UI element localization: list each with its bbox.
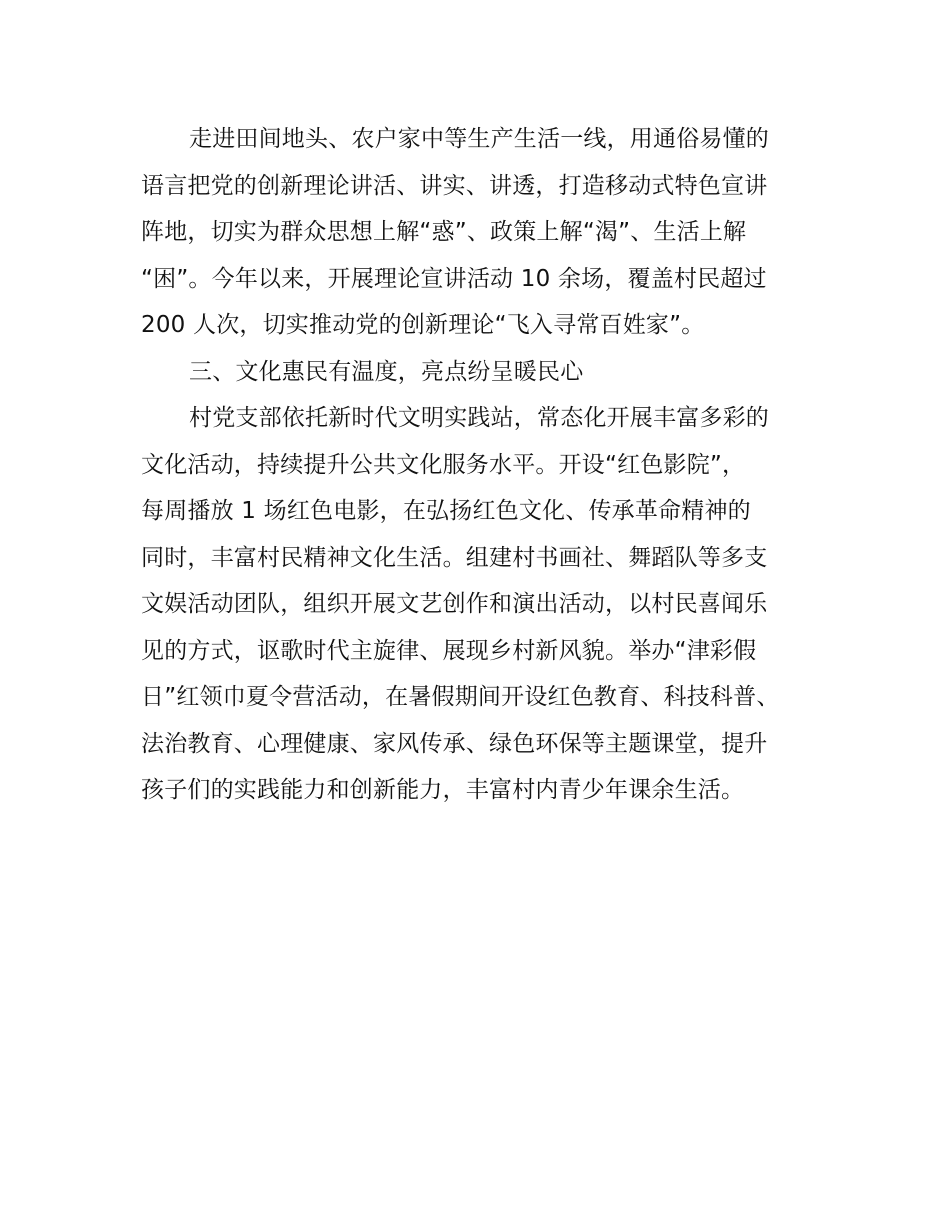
paragraph-line: 走进田间地头、农户家中等生产生活一线，用通俗易懂的 (189, 126, 769, 152)
document-body (141, 116, 831, 814)
paragraph-grassroots-lectures (141, 116, 831, 349)
section-heading-line: 三、文化惠民有温度，亮点纷呈暖民心 (189, 358, 584, 385)
paragraph-line: 村党支部依托新时代文明实践站，常态化开展丰富多彩的 (189, 405, 769, 431)
section-heading-three (141, 349, 831, 396)
paragraph-line: 法治教育、心理健康、家风传承、绿色环保等主题课堂，提升 (141, 730, 768, 757)
paragraph-line: 日”红领巾夏令营活动，在暑假期间开设红色教育、科技科普、 (141, 684, 780, 710)
paragraph-cultural-activities (141, 395, 831, 814)
paragraph-line: 孩子们的实践能力和创新能力，丰富村内青少年课余生活。 (141, 777, 745, 803)
paragraph-line: 文化活动，持续提升公共文化服务水平。开设“红色影院”， (141, 451, 746, 478)
paragraph-line: 同时，丰富村民精神文化生活。组建村书画社、舞蹈队等多支 (141, 544, 768, 571)
paragraph-line: 文娱活动团队，组织开展文艺创作和演出活动，以村民喜闻乐 (141, 591, 768, 617)
paragraph-line: 语言把党的创新理论讲活、讲实、讲透，打造移动式特色宣讲 (141, 172, 768, 199)
paragraph-line: 200 人次，切实推动党的创新理论“飞入寻常百姓家”。 (141, 312, 705, 338)
paragraph-line: 每周播放 1 场红色电影，在弘扬红色文化、传承革命精神的 (141, 498, 751, 524)
paragraph-line: “困”。今年以来，开展理论宣讲活动 10 余场，覆盖村民超过 (141, 265, 767, 292)
paragraph-line: 阵地，切实为群众思想上解“惑”、政策上解“渴”、生活上解 (141, 219, 747, 245)
paragraph-line: 见的方式，讴歌时代主旋律、展现乡村新风貌。举办“津彩假 (141, 637, 757, 664)
